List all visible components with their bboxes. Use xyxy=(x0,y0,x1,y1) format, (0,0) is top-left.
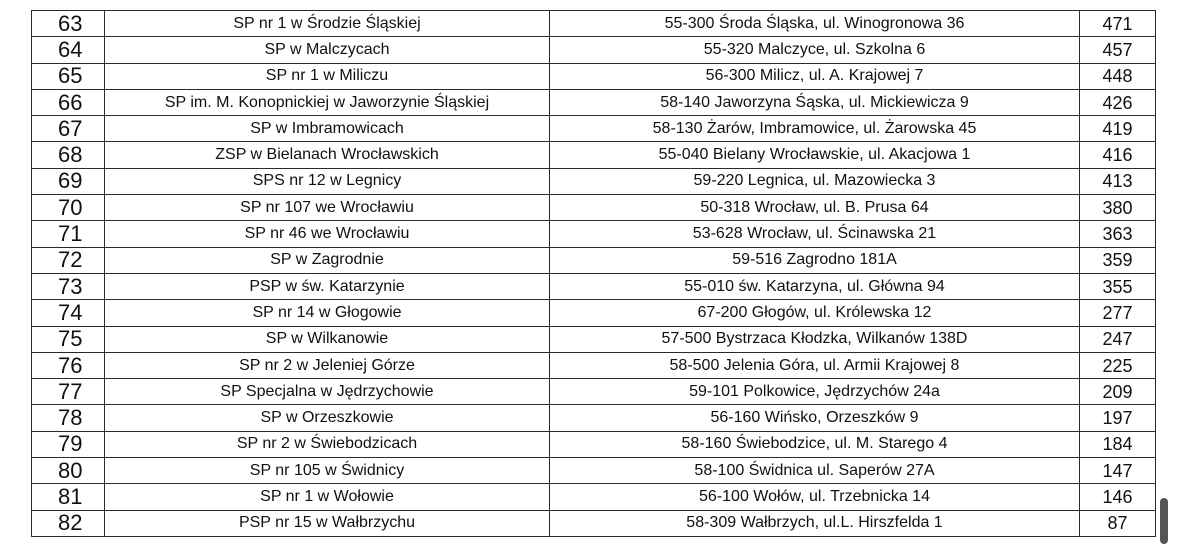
ranking-table-body xyxy=(32,11,1156,537)
ranking-table-container xyxy=(31,10,1155,537)
school-address-cell: 55-010 św. Katarzyna, ul. Główna 94 xyxy=(550,273,1080,299)
rank-number-cell: 82 xyxy=(32,510,105,536)
rank-number-cell: 67 xyxy=(32,116,105,142)
school-address-cell: 58-130 Żarów, Imbramowice, ul. Żarowska 45 xyxy=(550,116,1080,142)
table-row xyxy=(32,247,1156,273)
school-address-cell: 59-516 Zagrodno 181A xyxy=(550,247,1080,273)
points-cell: 277 xyxy=(1080,300,1156,326)
table-row xyxy=(32,116,1156,142)
points-cell: 355 xyxy=(1080,273,1156,299)
points-cell: 87 xyxy=(1080,510,1156,536)
ranking-table xyxy=(31,10,1156,537)
rank-number-cell: 65 xyxy=(32,63,105,89)
school-name-cell: SP w Malczycach xyxy=(105,37,550,63)
points-cell: 413 xyxy=(1080,168,1156,194)
school-name-cell: SP nr 1 w Środzie Śląskiej xyxy=(105,11,550,37)
rank-number-cell: 68 xyxy=(32,142,105,168)
rank-number-cell: 79 xyxy=(32,431,105,457)
points-cell: 419 xyxy=(1080,116,1156,142)
table-row xyxy=(32,63,1156,89)
points-cell: 380 xyxy=(1080,195,1156,221)
table-row xyxy=(32,168,1156,194)
points-cell: 197 xyxy=(1080,405,1156,431)
table-row xyxy=(32,89,1156,115)
school-name-cell: SP nr 46 we Wrocławiu xyxy=(105,221,550,247)
school-address-cell: 59-101 Polkowice, Jędrzychów 24a xyxy=(550,379,1080,405)
school-address-cell: 58-160 Świebodzice, ul. M. Starego 4 xyxy=(550,431,1080,457)
points-cell: 448 xyxy=(1080,63,1156,89)
points-cell: 363 xyxy=(1080,221,1156,247)
school-name-cell: SP nr 107 we Wrocławiu xyxy=(105,195,550,221)
school-address-cell: 59-220 Legnica, ul. Mazowiecka 3 xyxy=(550,168,1080,194)
table-row xyxy=(32,484,1156,510)
table-row xyxy=(32,273,1156,299)
points-cell: 146 xyxy=(1080,484,1156,510)
vertical-scrollbar[interactable] xyxy=(1160,498,1168,544)
school-name-cell: PSP nr 15 w Wałbrzychu xyxy=(105,510,550,536)
points-cell: 247 xyxy=(1080,326,1156,352)
points-cell: 471 xyxy=(1080,11,1156,37)
rank-number-cell: 75 xyxy=(32,326,105,352)
school-address-cell: 55-300 Środa Śląska, ul. Winogronowa 36 xyxy=(550,11,1080,37)
school-address-cell: 58-140 Jaworzyna Śąska, ul. Mickiewicza 9 xyxy=(550,89,1080,115)
school-name-cell: SP nr 1 w Miliczu xyxy=(105,63,550,89)
table-row xyxy=(32,11,1156,37)
points-cell: 147 xyxy=(1080,458,1156,484)
table-row xyxy=(32,195,1156,221)
school-name-cell: SP Specjalna w Jędrzychowie xyxy=(105,379,550,405)
school-address-cell: 58-309 Wałbrzych, ul.L. Hirszfelda 1 xyxy=(550,510,1080,536)
rank-number-cell: 63 xyxy=(32,11,105,37)
school-address-cell: 53-628 Wrocław, ul. Ścinawska 21 xyxy=(550,221,1080,247)
school-name-cell: SP im. M. Konopnickiej w Jaworzynie Śląskiej xyxy=(105,89,550,115)
school-name-cell: SP nr 2 w Jeleniej Górze xyxy=(105,352,550,378)
points-cell: 457 xyxy=(1080,37,1156,63)
school-address-cell: 55-040 Bielany Wrocławskie, ul. Akacjowa 1 xyxy=(550,142,1080,168)
school-name-cell: SP w Imbramowicach xyxy=(105,116,550,142)
school-name-cell: SP w Zagrodnie xyxy=(105,247,550,273)
school-address-cell: 55-320 Malczyce, ul. Szkolna 6 xyxy=(550,37,1080,63)
school-address-cell: 56-100 Wołów, ul. Trzebnicka 14 xyxy=(550,484,1080,510)
rank-number-cell: 66 xyxy=(32,89,105,115)
rank-number-cell: 78 xyxy=(32,405,105,431)
rank-number-cell: 64 xyxy=(32,37,105,63)
table-row xyxy=(32,405,1156,431)
school-name-cell: PSP w św. Katarzynie xyxy=(105,273,550,299)
points-cell: 209 xyxy=(1080,379,1156,405)
table-row xyxy=(32,379,1156,405)
rank-number-cell: 76 xyxy=(32,352,105,378)
table-row xyxy=(32,37,1156,63)
school-address-cell: 58-500 Jelenia Góra, ul. Armii Krajowej 8 xyxy=(550,352,1080,378)
table-row xyxy=(32,431,1156,457)
points-cell: 416 xyxy=(1080,142,1156,168)
school-name-cell: ZSP w Bielanach Wrocławskich xyxy=(105,142,550,168)
table-row xyxy=(32,300,1156,326)
rank-number-cell: 70 xyxy=(32,195,105,221)
points-cell: 359 xyxy=(1080,247,1156,273)
school-address-cell: 56-160 Wińsko, Orzeszków 9 xyxy=(550,405,1080,431)
table-row xyxy=(32,352,1156,378)
school-address-cell: 58-100 Świdnica ul. Saperów 27A xyxy=(550,458,1080,484)
school-name-cell: SP w Wilkanowie xyxy=(105,326,550,352)
points-cell: 184 xyxy=(1080,431,1156,457)
rank-number-cell: 71 xyxy=(32,221,105,247)
rank-number-cell: 72 xyxy=(32,247,105,273)
school-name-cell: SP w Orzeszkowie xyxy=(105,405,550,431)
school-name-cell: SP nr 14 w Głogowie xyxy=(105,300,550,326)
rank-number-cell: 69 xyxy=(32,168,105,194)
school-name-cell: SPS nr 12 w Legnicy xyxy=(105,168,550,194)
school-name-cell: SP nr 2 w Świebodzicach xyxy=(105,431,550,457)
rank-number-cell: 73 xyxy=(32,273,105,299)
rank-number-cell: 80 xyxy=(32,458,105,484)
school-address-cell: 57-500 Bystrzaca Kłodzka, Wilkanów 138D xyxy=(550,326,1080,352)
school-address-cell: 67-200 Głogów, ul. Królewska 12 xyxy=(550,300,1080,326)
points-cell: 426 xyxy=(1080,89,1156,115)
school-name-cell: SP nr 1 w Wołowie xyxy=(105,484,550,510)
table-row xyxy=(32,458,1156,484)
table-row xyxy=(32,510,1156,536)
rank-number-cell: 81 xyxy=(32,484,105,510)
rank-number-cell: 77 xyxy=(32,379,105,405)
table-row xyxy=(32,326,1156,352)
school-name-cell: SP nr 105 w Świdnicy xyxy=(105,458,550,484)
rank-number-cell: 74 xyxy=(32,300,105,326)
school-address-cell: 50-318 Wrocław, ul. B. Prusa 64 xyxy=(550,195,1080,221)
table-row xyxy=(32,142,1156,168)
points-cell: 225 xyxy=(1080,352,1156,378)
school-address-cell: 56-300 Milicz, ul. A. Krajowej 7 xyxy=(550,63,1080,89)
table-row xyxy=(32,221,1156,247)
